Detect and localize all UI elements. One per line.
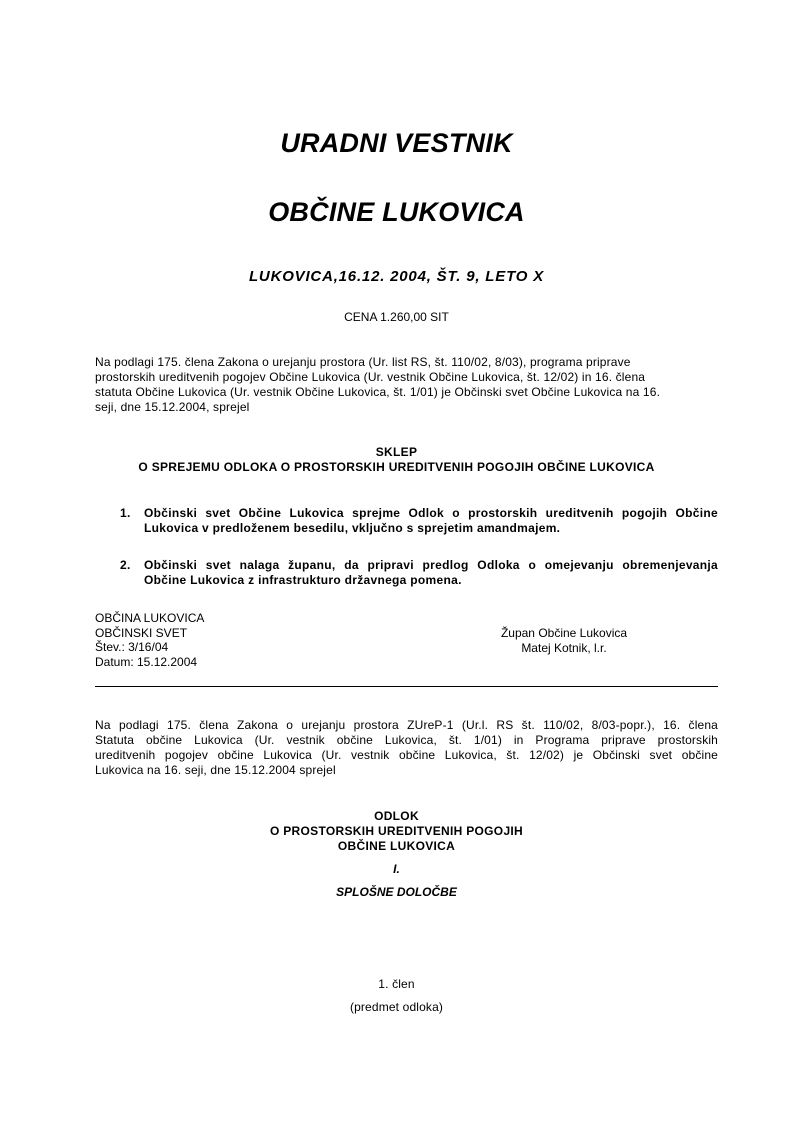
item-text [144,506,718,536]
price: CENA 1.260,00 SIT [344,310,449,324]
item-line: Lukovica v predloženem besedilu, vključno s sprejetim amandmajem. [144,521,561,535]
preamble-line: Statuta občine Lukovica (Ur. vestnik občine Lukovica, št. 1/01) in Programa priprave prostorskih [95,733,718,747]
preamble-line: Na podlagi 175. člena Zakona o urejanju prostora (Ur. list RS, št. 110/02, 8/03), programa priprave [95,355,631,369]
item-line: Občine Lukovica z infrastrukturo državnega pomena. [144,573,462,587]
section-divider [95,686,718,687]
document-date: Datum: 15.12.2004 [95,654,198,669]
signatory-name: Matej Kotnik, l.r. [521,640,607,655]
odlok-subheading: O PROSTORSKIH UREDITVENIH POGOJIH [269,824,524,838]
sklep-item [120,558,718,590]
issuer-line: OBČINA LUKOVICA [95,611,205,625]
issuer-block [95,611,345,669]
sklep-item [120,506,718,538]
gazette-municipality: OBČINE LUKOVICA [268,197,525,227]
preamble-line: seji, dne 15.12.2004, sprejel [95,400,250,414]
preamble-line: prostorskih ureditvenih pogojev Občine Lukovica (Ur. vestnik Občine Lukovica, št. 12/02) in 16. člena [95,370,646,384]
preamble-line: Na podlagi 175. člena Zakona o urejanju prostora ZUreP-1 (Ur.l. RS št. 110/02, 8/03-popr.), 16. člena [95,718,718,732]
item-number: 1. [120,506,131,520]
item-line: Občinski svet nalaga županu, da pripravi predlog Odloka o omejevanju obremenjevanja [144,558,718,572]
sklep-heading: SKLEP [375,445,418,459]
article-title: (predmet odloka) [349,1000,444,1014]
document-number: Štev.: 3/16/04 [95,640,169,655]
item-line: Občinski svet Občine Lukovica sprejme Odlok o prostorskih ureditvenih pogojih Občine [144,506,718,520]
gazette-title: URADNI VESTNIK [280,128,513,158]
preamble-line: ureditvenih pogojev občine Lukovica (Ur. vestnik občine Lukovica, št. 12/02) je Občinski svet občine [95,748,718,762]
signatory-title: Župan Občine Lukovica [500,626,628,640]
chapter-title: SPLOŠNE DOLOČBE [336,885,457,899]
odlok-heading: ODLOK [374,809,419,823]
chapter-number: I. [393,862,400,876]
signatory-block [484,626,644,655]
odlok-preamble [95,718,718,778]
preamble-line: Lukovica na 16. seji, dne 15.12.2004 sprejel [95,763,336,777]
sklep-subheading: O SPREJEMU ODLOKA O PROSTORSKIH UREDITVENIH POGOJIH OBČINE LUKOVICA [138,460,655,474]
sklep-preamble [95,355,725,415]
item-number: 2. [120,558,131,572]
article-number: 1. člen [378,977,415,991]
issue-line: LUKOVICA,16.12. 2004, ŠT. 9, LETO X [248,268,545,285]
issuer-line: OBČINSKI SVET [95,625,188,640]
preamble-line: statuta Občine Lukovica (Ur. vestnik Občine Lukovica, št. 1/01) je Občinski svet Občine Lukovica na 16. [95,385,661,399]
odlok-subheading-municipality: OBČINE LUKOVICA [337,839,456,853]
item-text [144,558,718,588]
